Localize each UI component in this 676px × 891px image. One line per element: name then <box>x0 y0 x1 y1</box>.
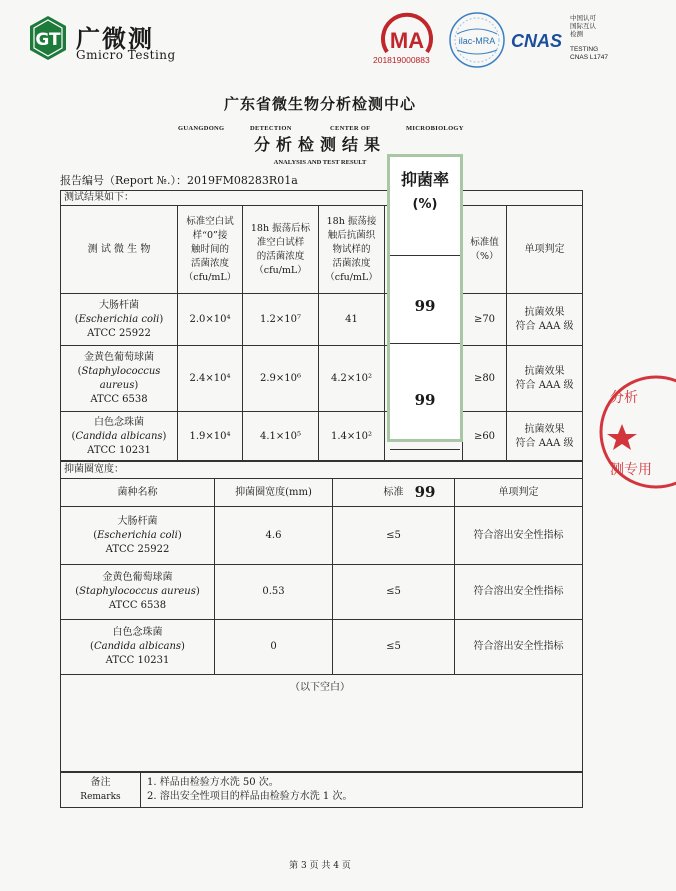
standard-value: ≥60 <box>463 412 507 462</box>
table-row <box>61 294 583 346</box>
company-name-cn: 广微测 <box>76 25 154 53</box>
overlay-value: 99 <box>414 391 436 409</box>
red-seal-icon <box>596 372 676 492</box>
table-row <box>61 620 583 675</box>
header-organism: 测 试 微 生 物 <box>61 206 178 294</box>
svg-text:测专用: 测专用 <box>610 462 652 478</box>
table-header-row <box>61 479 583 507</box>
standard-value: ≥70 <box>463 294 507 346</box>
cma-text: MA <box>389 28 425 53</box>
organism-cell: 金黄色葡萄球菌 (Staphylococcus aureus) ATCC 6538 <box>61 565 215 620</box>
lab-en-word: MICROBIOLOGY <box>406 125 464 132</box>
header-standard: 标准值 （%） <box>463 206 507 294</box>
standard-value: ≤5 <box>333 507 455 565</box>
page-number: 第 3 页 共 4 页 <box>289 861 351 871</box>
organism-cell: 白色念珠菌 (Candida albicans) ATCC 10231 <box>61 412 178 462</box>
table-row <box>61 346 583 412</box>
result-title-en: ANALYSIS AND TEST RESULT <box>273 159 367 166</box>
header-col-a: 标准空白试 样“0”接 触时间的 活菌浓度 （cfu/mL） <box>178 206 243 294</box>
judgement-cell: 符合溶出安全性指标 <box>455 620 583 675</box>
value-c: 41 <box>319 294 385 346</box>
header-standard: 标准 <box>333 479 455 507</box>
svg-text:分析: 分析 <box>610 390 638 406</box>
remarks-label: 备注 Remarks <box>61 772 141 808</box>
header-width: 抑菌圈宽度(mm) <box>215 479 333 507</box>
value-b: 1.2×10⁷ <box>243 294 319 346</box>
section-title: 抑菌圈宽度： <box>61 461 583 479</box>
value-b: 2.9×10⁶ <box>243 346 319 412</box>
standard-value: ≤5 <box>333 620 455 675</box>
organism-cell: 白色念珠菌 (Candida albicans) ATCC 10231 <box>61 620 215 675</box>
standard-value: ≥80 <box>463 346 507 412</box>
report-number: 报告编号（Report №.）：2019FM08283R01a <box>60 174 298 187</box>
inhibition-zone-table <box>60 460 583 773</box>
zone-width: 4.6 <box>215 507 333 565</box>
overlay-divider <box>390 343 460 344</box>
cnas-en-text: TESTING CNAS L1747 <box>570 46 608 61</box>
ilac-text: ilac-MRA <box>458 36 496 46</box>
overlay-divider <box>390 449 460 450</box>
table-row <box>61 507 583 565</box>
value-c: 4.2×10² <box>319 346 385 412</box>
cnas-cn-text: 中国认可 国际互认 检测 <box>570 14 596 38</box>
company-name-en: Gmicro Testing <box>76 48 176 62</box>
section-title: 测试结果如下： <box>61 191 583 206</box>
lab-en-word: GUANGDONG <box>178 125 225 132</box>
overlay-header: 抑菌率 <box>400 170 449 189</box>
zone-width: 0.53 <box>215 565 333 620</box>
judgement-cell: 抗菌效果 符合 AAA 级 <box>507 346 583 412</box>
organism-cell: 大肠杆菌 (Escherichia coli) ATCC 25922 <box>61 294 178 346</box>
zone-width: 0 <box>215 620 333 675</box>
logo-text: GT <box>35 30 61 50</box>
test-results-table <box>60 190 583 462</box>
overlay-value: 99 <box>414 483 436 501</box>
value-a: 2.0×10⁴ <box>178 294 243 346</box>
overlay-divider <box>390 255 460 256</box>
value-a: 2.4×10⁴ <box>178 346 243 412</box>
table-header-row <box>61 206 583 294</box>
organism-cell: 金黄色葡萄球菌 (Staphylococcus aureus) ATCC 6538 <box>61 346 178 412</box>
judgement-cell: 抗菌效果 符合 AAA 级 <box>507 294 583 346</box>
ilac-mra-icon <box>447 10 507 70</box>
header-judgement: 单项判定 <box>507 206 583 294</box>
remarks-content: 1. 样品由检验方水洗 50 次。 2. 溶出安全性项目的样品由检验方水洗 1 次。 <box>141 772 583 808</box>
value-a: 1.9×10⁴ <box>178 412 243 462</box>
judgement-cell: 抗菌效果 符合 AAA 级 <box>507 412 583 462</box>
value-c: 1.4×10² <box>319 412 385 462</box>
header-name: 菌种名称 <box>61 479 215 507</box>
lab-en-word: DETECTION <box>250 125 292 132</box>
table-row <box>61 565 583 620</box>
cma-number: 201819000883 <box>373 55 430 65</box>
overlay-unit: (%) <box>412 197 438 212</box>
result-title: 分析检测结果 <box>253 135 386 154</box>
gt-logo-icon <box>28 15 68 61</box>
lab-en-word: CENTER OF <box>330 125 371 132</box>
overlay-value: 99 <box>414 297 436 315</box>
header-col-b: 18h 振荡后标 准空白试样 的活菌浓度 （cfu/mL） <box>243 206 319 294</box>
value-b: 4.1×10⁵ <box>243 412 319 462</box>
table-row <box>61 412 583 462</box>
header-judgement: 单项判定 <box>455 479 583 507</box>
organism-cell: 大肠杆菌 (Escherichia coli) ATCC 25922 <box>61 507 215 565</box>
lab-title: 广东省微生物分析检测中心 <box>223 95 416 113</box>
remarks-table <box>60 771 583 808</box>
cnas-logo-icon <box>510 26 570 54</box>
judgement-cell: 符合溶出安全性指标 <box>455 565 583 620</box>
cnas-text: CNAS <box>511 31 563 51</box>
header-col-c: 18h 振荡接 触后抗菌织 物试样的 活菌浓度 （cfu/mL） <box>319 206 385 294</box>
below-blank-note: （以下空白） <box>290 682 350 693</box>
judgement-cell: 符合溶出安全性指标 <box>455 507 583 565</box>
standard-value: ≤5 <box>333 565 455 620</box>
